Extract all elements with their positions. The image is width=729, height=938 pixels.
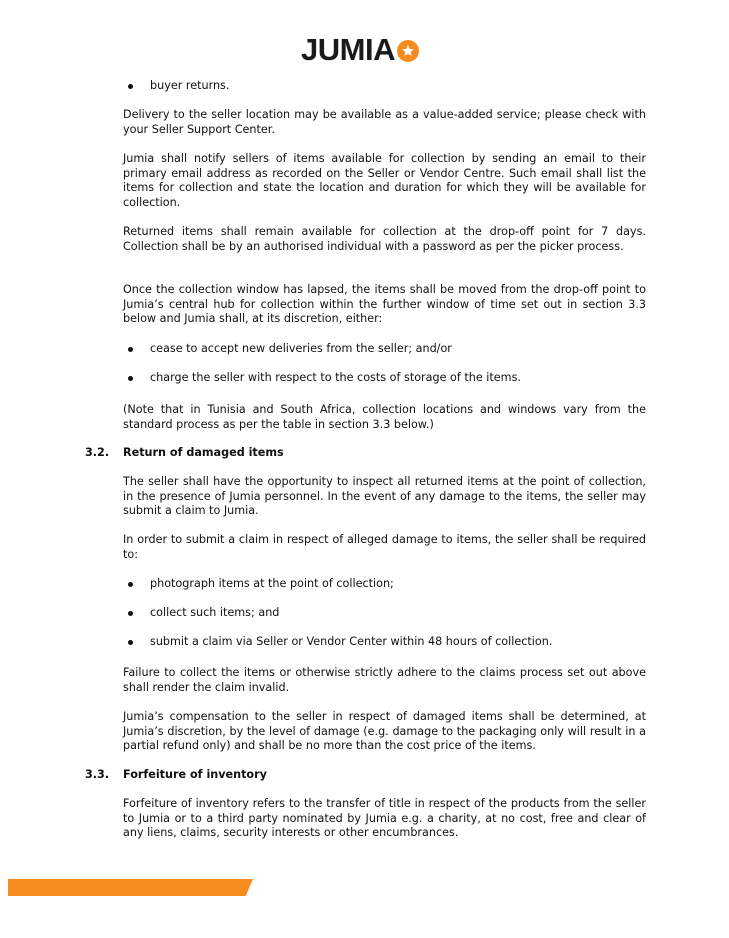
section-title: Forfeiture of inventory [123,768,267,781]
para-order: In order to submit a claim in respect of alleged damage to items, the seller shall be required to: [123,533,646,561]
bullet-dot [128,611,133,616]
para-once: Once the collection window has lapsed, the items shall be moved from the drop-off point to Jumia’s central hub for collection within the further window of time set out in section 3.3 below and Jumia shall, at its discretion, either: [123,283,646,326]
footer-accent-bar [8,879,253,896]
para-compensation: Jumia’s compensation to the seller in respect of damaged items shall be determined, at Jumia’s discretion, by the level of damage (e.g. damage to the packaging only will result in a partial refund only) and shall be no more than the cost price of the items. [123,710,646,753]
section-number: 3.3. [85,768,110,781]
bullet-dot [128,582,133,587]
bullet-dot [128,84,133,89]
para-forfeiture: Forfeiture of inventory refers to the transfer of title in respect of the products from the seller to Jumia or to a third party nominated by Jumia e.g. a charity, at no cost, free and clear of any liens, claims, security interests or other encumbrances. [123,797,646,840]
logo-text: JUMIA [301,32,395,67]
para-delivery: Delivery to the seller location may be available as a value-added service; please check with your Seller Support Center. [123,108,646,136]
bullet-dot [128,347,133,352]
section-title: Return of damaged items [123,446,284,459]
para-failure: Failure to collect the items or otherwise strictly adhere to the claims process set out above shall render the claim invalid. [123,666,646,694]
para-returned: Returned items shall remain available for collection at the drop-off point for 7 days. Collection shall be by an authorised individual with a password as per the picker process. [123,225,646,253]
star-icon [397,40,419,62]
bullet-dot [128,376,133,381]
bullet-dot [128,640,133,645]
para-notify: Jumia shall notify sellers of items available for collection by sending an email to their primary email address as recorded on the Seller or Vendor Centre. Such email shall list the items for collection and state the location and duration for which they will be available for collection. [123,152,646,209]
para-note: (Note that in Tunisia and South Africa, collection locations and windows vary from the standard process as per the table in section 3.3 below.) [123,403,646,431]
jumia-logo [301,34,419,66]
para-inspect: The seller shall have the opportunity to inspect all returned items at the point of collection, in the presence of Jumia personnel. In the event of any damage to the items, the seller may submit a claim to Jumia. [123,475,646,518]
section-number: 3.2. [85,446,110,459]
